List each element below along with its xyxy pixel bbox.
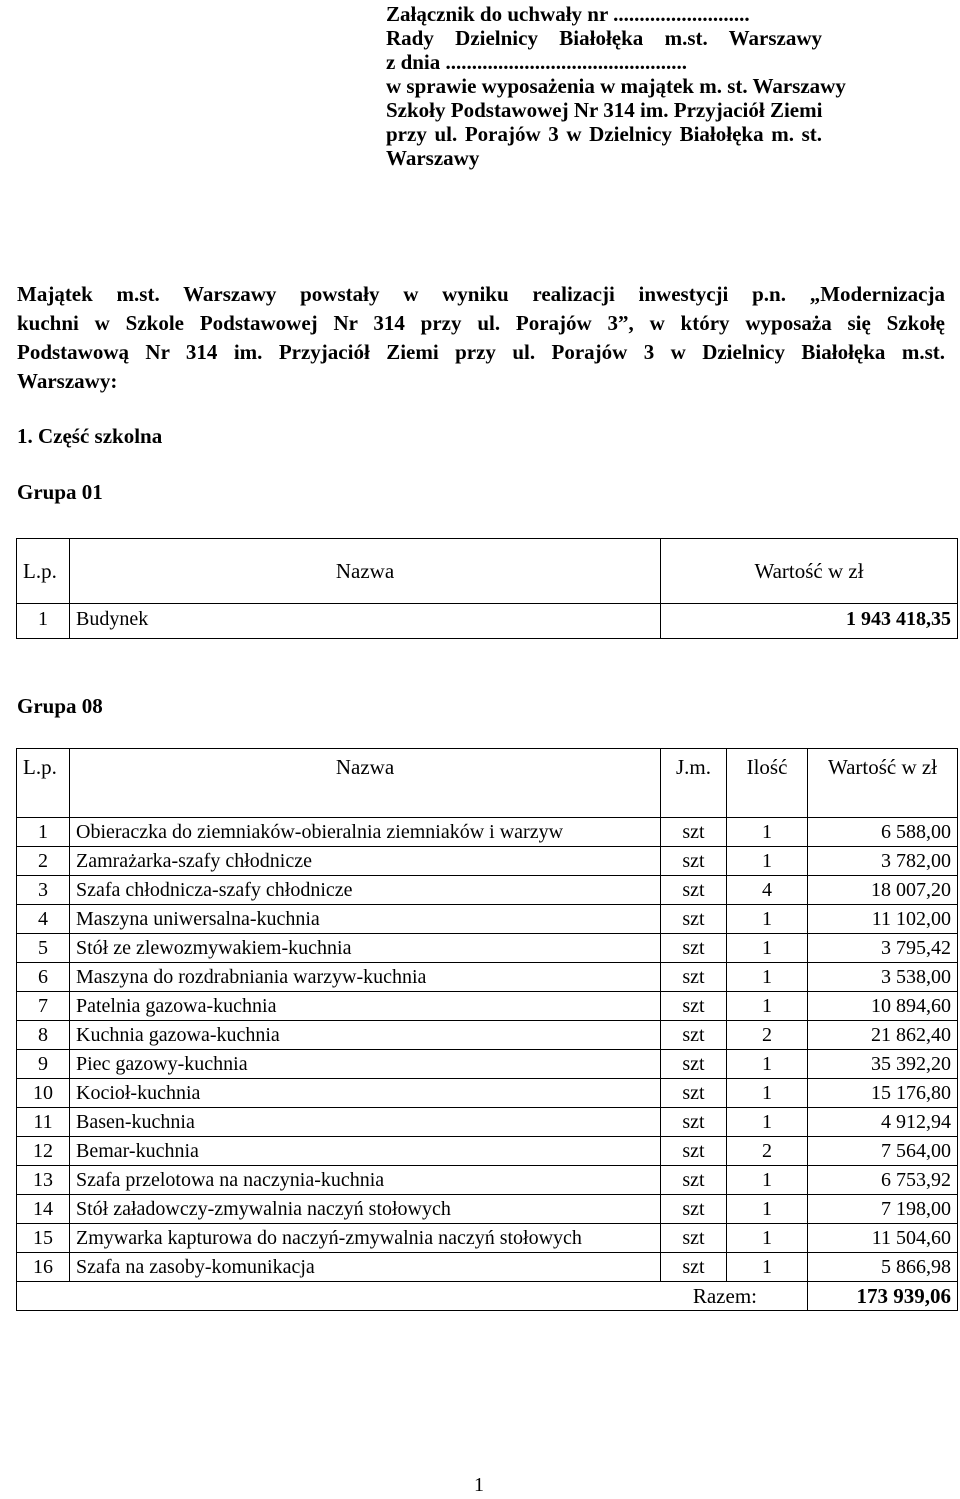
table-row	[17, 1166, 958, 1195]
total-label: Razem:	[17, 1282, 808, 1311]
lp-cell: 1	[17, 818, 70, 847]
qty-cell: 1	[727, 1166, 808, 1195]
value-cell: 15 176,80	[808, 1079, 958, 1108]
name-cell: Stół ze zlewozmywakiem-kuchnia	[70, 934, 661, 963]
lp-cell: 14	[17, 1195, 70, 1224]
lp-cell: 9	[17, 1050, 70, 1079]
value-cell: 7 198,00	[808, 1195, 958, 1224]
name-cell: Maszyna do rozdrabniania warzyw-kuchnia	[70, 963, 661, 992]
unit-cell: szt	[661, 1079, 727, 1108]
header-line: Załącznik do uchwały nr ..........................	[386, 2, 750, 26]
lp-cell: 6	[17, 963, 70, 992]
value-cell: 10 894,60	[808, 992, 958, 1021]
qty-cell: 4	[727, 876, 808, 905]
value-cell: 3 795,42	[808, 934, 958, 963]
unit-cell: szt	[661, 963, 727, 992]
group8-table	[16, 748, 958, 1311]
intro-line: kuchni w Szkole Podstawowej Nr 314 przy ul. Porajów 3”, w który wyposaża się Szkołę	[17, 311, 945, 335]
value-cell: 11 102,00	[808, 905, 958, 934]
total-value: 173 939,06	[808, 1282, 958, 1311]
qty-cell: 1	[727, 1050, 808, 1079]
lp-cell: 3	[17, 876, 70, 905]
document-header	[386, 2, 846, 170]
lp-cell: 8	[17, 1021, 70, 1050]
table-row	[17, 1079, 958, 1108]
name-cell: Kuchnia gazowa-kuchnia	[70, 1021, 661, 1050]
value-cell: 5 866,98	[808, 1253, 958, 1282]
qty-cell: 1	[727, 992, 808, 1021]
name-header: Nazwa	[70, 539, 661, 604]
table-row	[17, 1108, 958, 1137]
group8-title: Grupa 08	[17, 694, 103, 718]
lp-cell: 2	[17, 847, 70, 876]
table-row	[17, 1253, 958, 1282]
unit-cell: szt	[661, 1050, 727, 1079]
table-row	[17, 1050, 958, 1079]
table-row	[17, 992, 958, 1021]
table-header-row	[17, 749, 958, 818]
value-cell: 6 588,00	[808, 818, 958, 847]
table-row	[17, 1224, 958, 1253]
unit-cell: szt	[661, 818, 727, 847]
qty-cell: 1	[727, 847, 808, 876]
qty-cell: 1	[727, 963, 808, 992]
unit-cell: szt	[661, 934, 727, 963]
table-row	[17, 847, 958, 876]
unit-cell: szt	[661, 1137, 727, 1166]
value-cell: 3 538,00	[808, 963, 958, 992]
lp-cell: 12	[17, 1137, 70, 1166]
qty-cell: 2	[727, 1137, 808, 1166]
lp-cell: 16	[17, 1253, 70, 1282]
table-row	[17, 604, 958, 639]
name-header: Nazwa	[70, 749, 661, 818]
intro-line: Warszawy:	[17, 369, 118, 393]
intro-line: Majątek m.st. Warszawy powstały w wyniku realizacji inwestycji p.n. „Modernizacja	[17, 282, 945, 306]
value-header: Wartość w zł	[661, 539, 958, 604]
unit-cell: szt	[661, 1253, 727, 1282]
qty-header: Ilość	[727, 749, 808, 818]
total-row	[17, 1282, 958, 1311]
name-cell: Patelnia gazowa-kuchnia	[70, 992, 661, 1021]
lp-cell: 15	[17, 1224, 70, 1253]
value-cell: 21 862,40	[808, 1021, 958, 1050]
value-cell: 35 392,20	[808, 1050, 958, 1079]
name-cell: Maszyna uniwersalna-kuchnia	[70, 905, 661, 934]
value-cell: 7 564,00	[808, 1137, 958, 1166]
value-cell: 18 007,20	[808, 876, 958, 905]
table-row	[17, 1021, 958, 1050]
unit-header: J.m.	[661, 749, 727, 818]
table-row	[17, 1137, 958, 1166]
name-cell: Szafa chłodnicza-szafy chłodnicze	[70, 876, 661, 905]
part-title: 1. Część szkolna	[17, 424, 163, 448]
lp-cell: 4	[17, 905, 70, 934]
value-cell: 4 912,94	[808, 1108, 958, 1137]
header-line: z dnia ..............................................	[386, 50, 688, 74]
name-cell: Stół załadowczy-zmywalnia naczyń stołowych	[70, 1195, 661, 1224]
unit-cell: szt	[661, 1108, 727, 1137]
table-row	[17, 1195, 958, 1224]
qty-cell: 1	[727, 1224, 808, 1253]
lp-header: L.p.	[17, 749, 70, 818]
unit-cell: szt	[661, 1195, 727, 1224]
header-line: Rady Dzielnicy Białołęka m.st. Warszawy	[386, 26, 822, 50]
name-cell: Piec gazowy-kuchnia	[70, 1050, 661, 1079]
value-cell: 3 782,00	[808, 847, 958, 876]
lp-cell: 11	[17, 1108, 70, 1137]
table-row	[17, 963, 958, 992]
header-line: Warszawy	[386, 146, 480, 170]
qty-cell: 1	[727, 934, 808, 963]
name-cell: Basen-kuchnia	[70, 1108, 661, 1137]
name-cell: Szafa na zasoby-komunikacja	[70, 1253, 661, 1282]
value-cell: 1 943 418,35	[661, 604, 958, 639]
name-cell: Kocioł-kuchnia	[70, 1079, 661, 1108]
value-header: Wartość w zł	[808, 749, 958, 818]
table-row	[17, 905, 958, 934]
name-cell: Szafa przelotowa na naczynia-kuchnia	[70, 1166, 661, 1195]
unit-cell: szt	[661, 876, 727, 905]
name-cell: Bemar-kuchnia	[70, 1137, 661, 1166]
header-line: przy ul. Porajów 3 w Dzielnicy Białołęka m. st.	[386, 122, 822, 146]
unit-cell: szt	[661, 905, 727, 934]
table-row	[17, 876, 958, 905]
page-number: 1	[474, 1474, 484, 1496]
unit-cell: szt	[661, 1224, 727, 1253]
intro-line: Podstawową Nr 314 im. Przyjaciół Ziemi przy ul. Porajów 3 w Dzielnicy Białołęka m.st.	[17, 340, 945, 364]
lp-cell: 7	[17, 992, 70, 1021]
intro-paragraph	[17, 280, 945, 396]
name-cell: Zamrażarka-szafy chłodnicze	[70, 847, 661, 876]
header-line: Szkoły Podstawowej Nr 314 im. Przyjaciół Ziemi	[386, 98, 823, 122]
qty-cell: 1	[727, 905, 808, 934]
group1-table	[16, 538, 958, 639]
table-row	[17, 818, 958, 847]
qty-cell: 1	[727, 1108, 808, 1137]
name-cell: Budynek	[70, 604, 661, 639]
value-cell: 6 753,92	[808, 1166, 958, 1195]
lp-cell: 10	[17, 1079, 70, 1108]
lp-cell: 5	[17, 934, 70, 963]
header-line: w sprawie wyposażenia w majątek m. st. Warszawy	[386, 74, 846, 98]
value-cell: 11 504,60	[808, 1224, 958, 1253]
qty-cell: 1	[727, 1079, 808, 1108]
qty-cell: 1	[727, 1253, 808, 1282]
qty-cell: 1	[727, 1195, 808, 1224]
lp-header: L.p.	[17, 539, 70, 604]
lp-cell: 1	[17, 604, 70, 639]
qty-cell: 2	[727, 1021, 808, 1050]
table-row	[17, 934, 958, 963]
group1-title: Grupa 01	[17, 480, 103, 504]
lp-cell: 13	[17, 1166, 70, 1195]
unit-cell: szt	[661, 847, 727, 876]
qty-cell: 1	[727, 818, 808, 847]
unit-cell: szt	[661, 1021, 727, 1050]
unit-cell: szt	[661, 1166, 727, 1195]
name-cell: Obieraczka do ziemniaków-obieralnia ziemniaków i warzyw	[70, 818, 661, 847]
unit-cell: szt	[661, 992, 727, 1021]
name-cell: Zmywarka kapturowa do naczyń-zmywalnia naczyń stołowych	[70, 1224, 661, 1253]
table-header-row	[17, 539, 958, 604]
